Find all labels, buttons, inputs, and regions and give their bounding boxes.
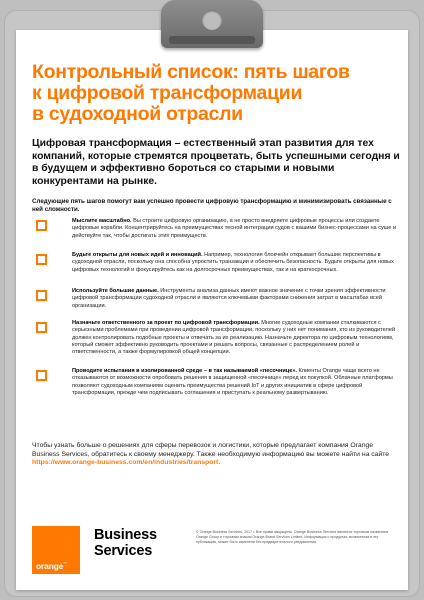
item-text: Клиенты Orange чаще всего не отказываются от возможности опробовать решения в защищенной «песочнице» перед их покупкой. Облачные платформы позволяют судоходным компаниям оценить преимущества решений IoT и других инициатив в сфере цифровой трансформации, прежде чем подписывать соглашения и приступать к реальному развертыванию. — [72, 368, 393, 396]
item-text: Например, технология блокчейн открывает большие перспективы в судоходной отрасли, поскольку она способна упростить транзакции и обеспечить безопасность. Будьте открыты для новых цифровых технологий и фокусируйтесь как на долгосрочных преимуществах, так и на краткосрочных. — [72, 252, 394, 273]
item-heading: Проводите испытания в изолированной среде – в так называемой «песочнице». — [72, 368, 297, 374]
item-heading: Мыслите масштабно. — [72, 218, 132, 224]
item-text: Многие судоходные компании сталкиваются с серьезными проблемами при проведении цифровой трансформации, поскольку у них нет понимания, кто из руководителей должен контролировать подобные проекты и отвечать за их реализацию. Назначьте директора по цифровым технологиям, который сможет эффективно руководить проектами и решать вопросы, связанные с распределением ролей и ответственности, а также формулировкой общей концепции. — [72, 320, 396, 356]
intro-text: Следующие пять шагов помогут вам успешно провести цифровую трансформацию и минимизировать связанные с ней сложности. — [32, 198, 392, 213]
logo-wordmark: orange™ — [36, 561, 67, 571]
orange-logo — [32, 526, 80, 574]
document-page — [16, 30, 408, 590]
checkbox-icon[interactable] — [36, 254, 47, 265]
transport-link[interactable]: https://www.orange-business.com/en/industries/transport — [32, 459, 219, 466]
brand-name: Business Services — [94, 527, 157, 559]
lead-paragraph: Цифровая трансформация – естественный этап развития для тех компаний, которые стремятся процветать, быть успешными сегодня и в будущем и эффективно бороться со старыми и новыми конкурентами на рынке. — [32, 138, 400, 187]
item-text: Инструменты анализа данных имеют важное значение с точки зрения эффективности цифровой трансформации судоходной отрасли и являются ключевыми факторами снижения затрат в масштабах всей организации. — [72, 288, 386, 309]
item-heading: Назначьте ответственного за проект по цифровой трансформации. — [72, 320, 260, 326]
item-heading: Используйте большие данные. — [72, 288, 159, 294]
page-title: Контрольный список: пять шагов к цифровой трансформации в судоходной отрасли — [32, 61, 350, 125]
checkbox-icon[interactable] — [36, 322, 47, 333]
clipboard-clip-icon — [161, 0, 263, 48]
closing-paragraph: Чтобы узнать больше о решениях для сферы перевозок и логистики, которые предлагает компания Orange Business Services, обратитесь к своему менеджеру. Также необходимую информацию вы можете найти на сайте https://www.orange-business.com/en/industries/transport. — [32, 442, 390, 466]
legal-notice: © Orange Business Services, 2017 г. Все права защищены. Orange Business Services является торговым названием Orange Group и торговым знаком Orange Brand Services Limited. Информация о продуктах, включенная в эту публикацию, может быть изменена без предварительного уведомления. — [196, 530, 389, 544]
checkbox-icon[interactable] — [36, 220, 47, 231]
item-heading: Будьте открыты для новых идей и инноваций. — [72, 252, 203, 258]
item-text: Вы строите цифровую организацию, а не просто внедряете цифровые процессы или создаете цифровые корабли. Концентрируйтесь на преимуществах тесной интеграции судов с вашими бизнес-процессами на суше и действуйте так, чтобы достигать этих преимуществ. — [72, 218, 397, 239]
checkbox-icon[interactable] — [36, 370, 47, 381]
checkbox-icon[interactable] — [36, 290, 47, 301]
